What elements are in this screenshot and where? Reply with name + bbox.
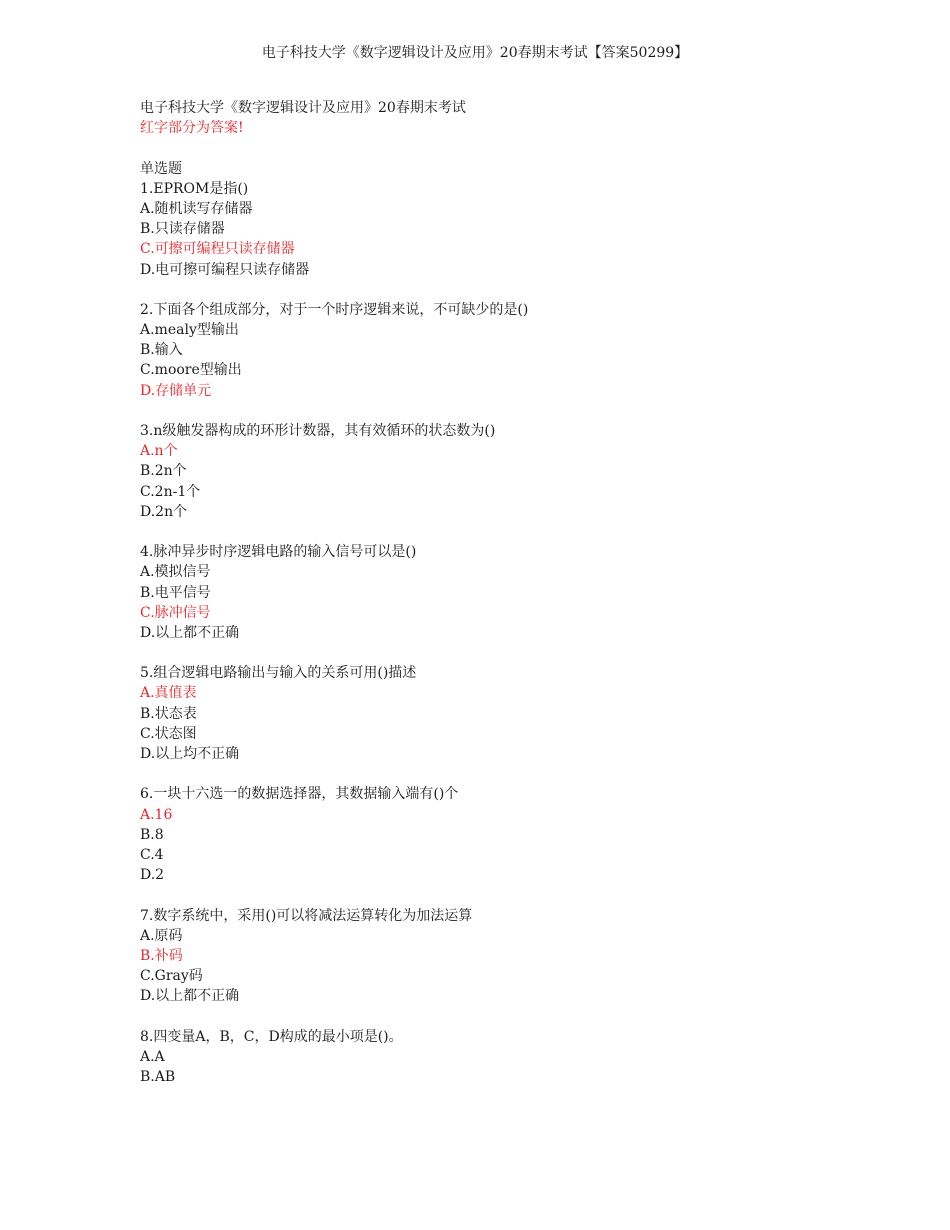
q6-option-b: B.8	[140, 826, 164, 843]
q6-option-d: D.2	[140, 867, 165, 884]
q4-option-d: D.以上都不正确	[140, 624, 240, 641]
q3-option-a-answer: A.n个	[140, 443, 178, 460]
q5-option-d: D.以上均不正确	[140, 746, 240, 762]
q7-option-d: D.以上都不正确	[140, 988, 240, 1005]
q7-option-c: C.Gray码	[140, 968, 203, 985]
q4-option-b: B.电平信号	[140, 584, 211, 601]
q2-option-a: A.mealy型输出	[140, 322, 239, 339]
question-3: 3.n级触发器构成的环形计数器，其有效循环的状态数为()	[140, 423, 496, 439]
q7-option-b-answer: B.补码	[140, 947, 183, 964]
q3-option-d: D.2n个	[140, 503, 188, 520]
document-body	[140, 98, 840, 1087]
question-1: 1.EPROM是指()	[140, 180, 249, 197]
question-7: 7.数字系统中，采用()可以将减法运算转化为加法运算	[140, 907, 473, 924]
q1-option-c-answer: C.可擦可编程只读存储器	[140, 241, 295, 258]
q8-option-b: B.AB	[140, 1069, 176, 1085]
q5-option-c: C.状态图	[140, 725, 197, 742]
question-2: 2.下面各个组成部分，对于一个时序逻辑来说，不可缺少的是()	[140, 301, 529, 318]
page-header: 电子科技大学《数字逻辑设计及应用》20春期末考试【答案50299】	[261, 45, 689, 61]
question-8: 8.四变量A，B，C，D构成的最小项是()。	[140, 1028, 403, 1045]
q8-option-a: A.A	[140, 1048, 165, 1065]
q1-option-b: B.只读存储器	[140, 221, 225, 238]
q5-option-b: B.状态表	[140, 705, 197, 722]
question-6: 6.一块十六选一的数据选择器，其数据输入端有()个	[140, 786, 459, 803]
q2-option-b: B.输入	[140, 342, 183, 359]
q1-option-a: A.随机读写存储器	[140, 200, 253, 217]
q4-option-a: A.模拟信号	[140, 564, 211, 581]
q1-option-d: D.电可擦可编程只读存储器	[140, 261, 310, 278]
q6-option-c: C.4	[140, 846, 164, 863]
q6-option-a-answer: A.16	[140, 806, 173, 823]
q3-option-c: C.2n-1个	[140, 483, 201, 500]
question-5: 5.组合逻辑电路输出与输入的关系可用()描述	[140, 665, 417, 682]
q5-option-a-answer: A.真值表	[140, 685, 197, 702]
q4-option-c-answer: C.脉冲信号	[140, 604, 211, 621]
answer-note: 红字部分为答案!	[140, 120, 244, 137]
question-4: 4.脉冲异步时序逻辑电路的输入信号可以是()	[140, 544, 417, 561]
section-heading: 单选题	[140, 160, 182, 177]
document-title: 电子科技大学《数字逻辑设计及应用》20春期末考试	[140, 100, 466, 116]
q3-option-b: B.2n个	[140, 463, 187, 480]
q7-option-a: A.原码	[140, 927, 183, 944]
q2-option-c: C.moore型输出	[140, 362, 242, 379]
q2-option-d-answer: D.存储单元	[140, 382, 212, 399]
